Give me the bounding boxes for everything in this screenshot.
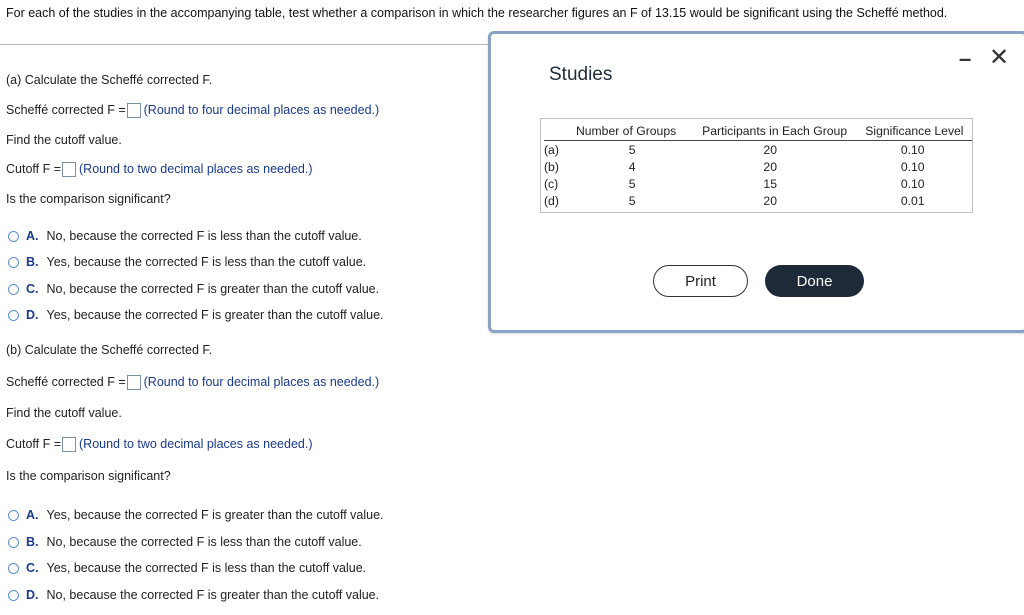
header-significance: Significance Level bbox=[857, 122, 972, 141]
part-b-scheffe-label: Scheffé corrected F = bbox=[6, 375, 126, 389]
part-b-cutoff-input[interactable] bbox=[62, 437, 76, 452]
studies-table bbox=[540, 118, 973, 213]
close-icon[interactable]: ✕ bbox=[989, 44, 1010, 71]
question-text: For each of the studies in the accompanying table, test whether a comparison in which the researcher figures an F of 13.15 would be significant using the Scheffé method. bbox=[6, 6, 948, 20]
part-a-heading: (a) Calculate the Scheffé corrected F. bbox=[6, 73, 213, 87]
part-a-choice-d[interactable]: D. Yes, because the corrected F is greater than the cutoff value. bbox=[8, 308, 384, 322]
part-a-cutoff-label: Cutoff F = bbox=[6, 162, 62, 176]
table-header-row bbox=[544, 122, 972, 141]
print-button[interactable]: Print bbox=[653, 265, 748, 297]
radio-icon[interactable] bbox=[8, 590, 19, 601]
radio-icon[interactable] bbox=[8, 231, 19, 242]
radio-icon[interactable] bbox=[8, 563, 19, 574]
part-b-sig-prompt: Is the comparison significant? bbox=[6, 469, 171, 483]
modal-title: Studies bbox=[549, 64, 613, 85]
radio-icon[interactable] bbox=[8, 510, 19, 521]
part-a-choice-b[interactable]: B. Yes, because the corrected F is less than the cutoff value. bbox=[8, 255, 366, 269]
radio-icon[interactable] bbox=[8, 537, 19, 548]
part-b-choice-a[interactable]: A. Yes, because the corrected F is greater than the cutoff value. bbox=[8, 508, 384, 522]
table-row: (c) 5 15 0.10 bbox=[544, 176, 925, 191]
part-a-choice-c[interactable]: C. No, because the corrected F is greater than the cutoff value. bbox=[8, 282, 379, 296]
studies-modal bbox=[488, 31, 1024, 333]
table-row: (a) 5 20 0.10 bbox=[544, 142, 925, 157]
part-b-scheffe-input[interactable] bbox=[127, 375, 141, 390]
part-a-scheffe-hint: (Round to four decimal places as needed.) bbox=[143, 103, 380, 117]
header-groups: Number of Groups bbox=[560, 122, 693, 141]
part-a-cutoff-input[interactable] bbox=[62, 162, 76, 177]
part-b-cutoff-row bbox=[6, 437, 312, 452]
part-a-scheffe-row bbox=[6, 103, 379, 118]
part-a-cutoff-hint: (Round to two decimal places as needed.) bbox=[79, 162, 313, 176]
part-a-cutoff-row bbox=[6, 162, 312, 177]
part-b-choice-d[interactable]: D. No, because the corrected F is greater than the cutoff value. bbox=[8, 588, 379, 602]
part-b-cutoff-label: Cutoff F = bbox=[6, 437, 62, 451]
part-b-choice-b[interactable]: B. No, because the corrected F is less than the cutoff value. bbox=[8, 535, 362, 549]
part-a-cutoff-prompt: Find the cutoff value. bbox=[6, 133, 122, 147]
part-b-cutoff-prompt: Find the cutoff value. bbox=[6, 406, 122, 420]
radio-icon[interactable] bbox=[8, 284, 19, 295]
part-b-heading: (b) Calculate the Scheffé corrected F. bbox=[6, 343, 213, 357]
header-participants: Participants in Each Group bbox=[692, 122, 856, 141]
table-row: (d) 5 20 0.01 bbox=[544, 193, 925, 208]
done-button[interactable]: Done bbox=[765, 265, 864, 297]
part-b-cutoff-hint: (Round to two decimal places as needed.) bbox=[79, 437, 313, 451]
divider bbox=[0, 44, 490, 45]
part-a-choice-a[interactable]: A. No, because the corrected F is less than the cutoff value. bbox=[8, 229, 362, 243]
radio-icon[interactable] bbox=[8, 257, 19, 268]
part-b-scheffe-hint: (Round to four decimal places as needed.) bbox=[143, 375, 380, 389]
part-a-scheffe-input[interactable] bbox=[127, 103, 141, 118]
radio-icon[interactable] bbox=[8, 310, 19, 321]
part-b-scheffe-row bbox=[6, 375, 379, 390]
part-a-scheffe-label: Scheffé corrected F = bbox=[6, 103, 126, 117]
part-b-choice-c[interactable]: C. Yes, because the corrected F is less than the cutoff value. bbox=[8, 561, 366, 575]
table-row: (b) 4 20 0.10 bbox=[544, 159, 925, 174]
part-a-sig-prompt: Is the comparison significant? bbox=[6, 192, 171, 206]
minimize-icon[interactable]: – bbox=[959, 46, 972, 71]
